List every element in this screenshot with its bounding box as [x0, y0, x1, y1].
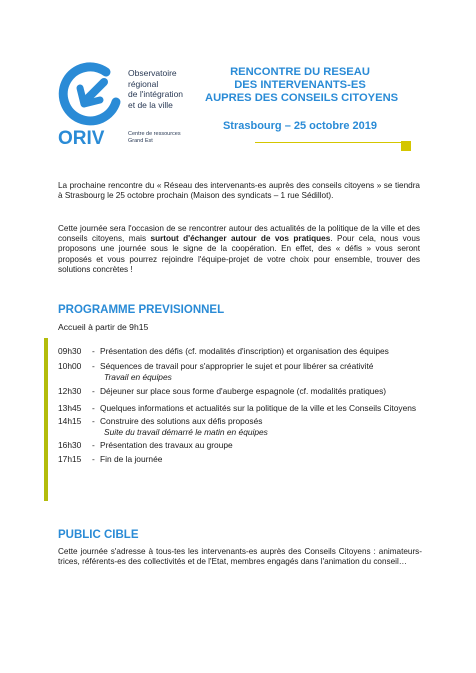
divider: [255, 142, 411, 143]
list-item: 13h45 - Quelques informations et actualités sur la politique de la ville et les Conseils Citoyens: [58, 403, 417, 414]
welcome-time: Accueil à partir de 9h15: [58, 322, 149, 332]
programme-list: [58, 346, 430, 465]
item-note: Suite du travail démarré le matin en équipes: [104, 426, 268, 437]
item-note: Travail en équipes: [104, 371, 172, 382]
logo-brand: ORIV: [58, 128, 105, 148]
intro-paragraph-2: Cette journée sera l'occasion de se rencontrer autour des actualités de la politique de la ville et des conseils citoyens, mais surtout d'échanger autour de vos pratiques. Pour cela, nous vous proposons une journée sous le signe de la coopération. En effet, des « défis » vous seront proposés et vous pourrez rejoindre l'équipe-projet de votre choix pour ensemble, trouver des solutions concrètes !: [58, 224, 420, 274]
oriv-logo-icon: [56, 58, 126, 148]
public-heading: PUBLIC CIBLE: [58, 529, 139, 541]
event-date: Strasbourg – 25 octobre 2019: [222, 120, 378, 132]
public-paragraph: Cette journée s'adresse à tous-tes les intervenants-es auprès des Conseils Citoyens : animateurs-trices, référents-es des collectivités et de l'Etat, membres engagés dans l'animation du conseil…: [58, 547, 422, 567]
list-item: 12h30 - Déjeuner sur place sous forme d'auberge espagnole (cf. modalités pratiques): [58, 385, 387, 396]
logo-org-name: Observatoire régional de l'intégration et de la ville Centre de ressources Grand Est: [128, 68, 183, 110]
divider-mark: [401, 141, 411, 151]
programme-accent-bar: [44, 338, 48, 501]
intro-paragraph-1: La prochaine rencontre du « Réseau des intervenants-es auprès des conseils citoyens » se tiendra à Strasbourg le 25 octobre prochain (Maison des syndicats – 1 rue Sédillot).: [58, 181, 420, 201]
list-item: 14h15 - Construire des solutions aux défis proposés Suite du travail démarré le matin en équipes: [58, 416, 268, 437]
list-item: 17h15 - Fin de la journée: [58, 454, 163, 465]
list-item: 09h30 - Présentation des défis (cf. modalités d'inscription) et organisation des équipes: [58, 346, 389, 356]
programme-heading: PROGRAMME PREVISIONNEL: [58, 304, 225, 316]
list-item: 16h30 - Présentation des travaux au groupe: [58, 440, 233, 451]
page-title: RENCONTRE DU RESEAU DES INTERVENANTS-ES AUPRES DES CONSEILS CITOYENS: [205, 66, 399, 104]
list-item: 10h00 - Séquences de travail pour s'approprier le sujet et pour libérer sa créativité Travail en équipes: [58, 361, 374, 382]
logo-subtitle: Centre de ressources Grand Est: [128, 131, 181, 144]
